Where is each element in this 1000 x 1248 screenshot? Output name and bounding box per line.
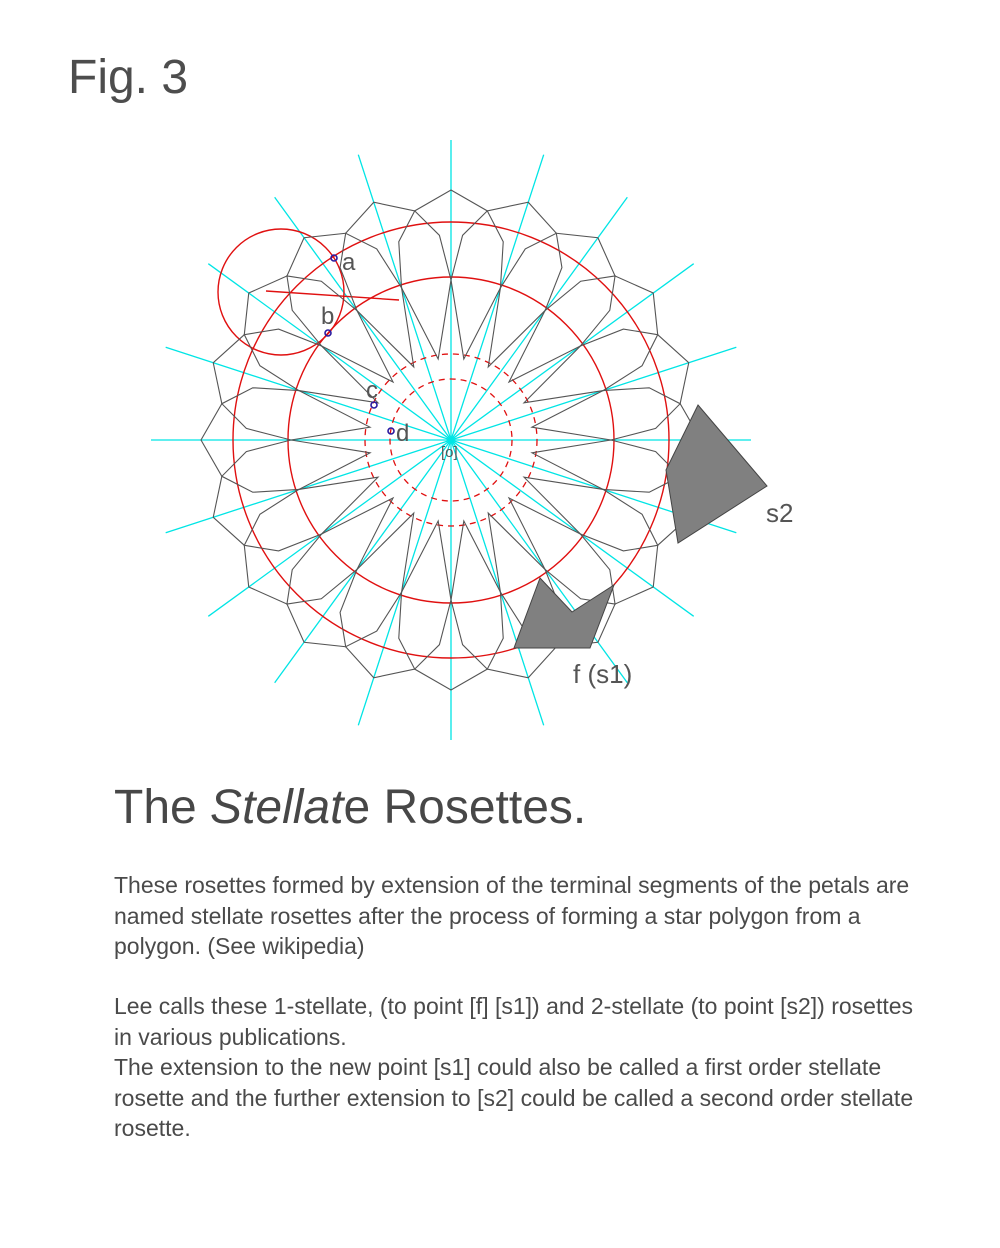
rosette-petal	[222, 388, 370, 440]
rosette-petal	[340, 513, 414, 647]
rosette-petal	[451, 521, 503, 669]
rosette-petal	[451, 211, 503, 359]
center-point-o	[448, 437, 454, 443]
rosette-petal	[399, 521, 451, 669]
label-center-o: [o]	[441, 444, 458, 461]
s1-stellate-shape	[514, 578, 614, 648]
paragraph2-line-1: Lee calls these 1-stellate, (to point [f] [s1]) and 2-stellate (to point [s2]) rosettes in various publications.	[114, 993, 914, 1050]
s2-stellate-shape	[666, 405, 767, 543]
construction-points	[325, 255, 454, 443]
description-paragraph-2	[114, 991, 934, 1144]
rosette-petal	[524, 477, 658, 551]
rosette-petal	[244, 477, 378, 551]
rosette-petal	[222, 440, 370, 492]
paragraph2-line-2: The extension to the new point [s1] could also be called a first order stellate rosette and the further extension to [s2] could be called a second order stellate rosette.	[114, 1054, 914, 1141]
description-paragraph-1: These rosettes formed by extension of the terminal segments of the petals are named stellate rosettes after the process of forming a star polygon from a polygon. (See wikipedia)	[114, 872, 910, 959]
rosette-petal	[244, 329, 378, 403]
stellate-highlight-shapes	[514, 405, 767, 648]
label-b: b	[321, 303, 335, 330]
rosette-petal	[509, 276, 615, 382]
rosette-petal	[287, 498, 393, 604]
rosette-petal	[399, 211, 451, 359]
label-d: d	[396, 420, 410, 447]
rosette-petal	[488, 233, 562, 367]
figure-label: Fig. 3	[68, 51, 189, 104]
rosette-petal	[532, 388, 680, 440]
label-a: a	[342, 249, 356, 276]
label-s2: s2	[766, 498, 794, 528]
rosette-petal	[509, 498, 615, 604]
label-f-s1: f (s1)	[573, 659, 633, 689]
rosette-petal	[524, 329, 658, 403]
rosette-petal	[532, 440, 680, 492]
page-title: The Stellate Rosettes.	[114, 781, 587, 834]
label-c: c	[366, 377, 378, 404]
rosette-petal	[287, 276, 393, 382]
